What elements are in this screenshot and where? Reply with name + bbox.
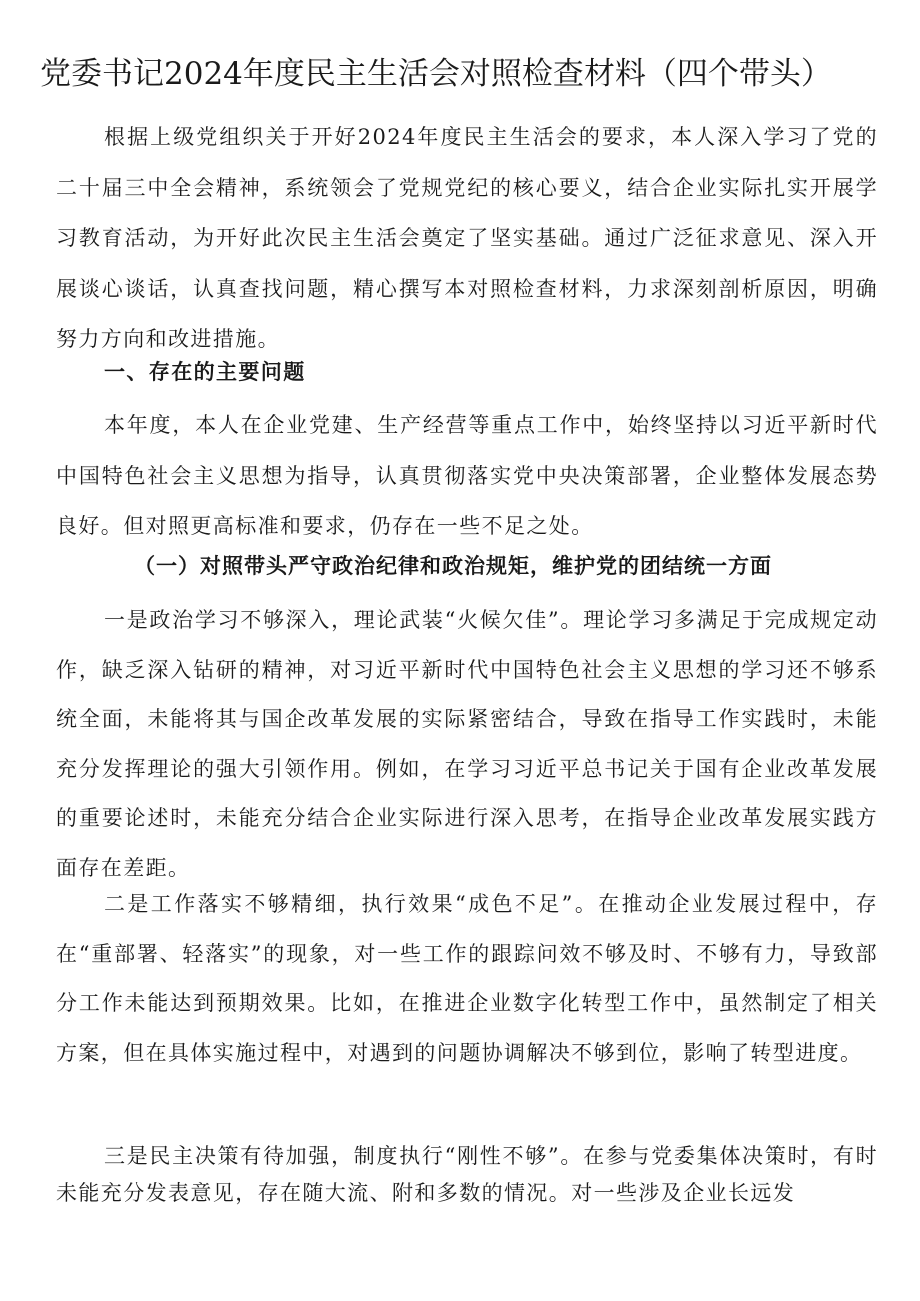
problem-point-1: 一是政治学习不够深入，理论武装“火候欠佳”。理论学习多满足于完成规定动作，缺乏深入钻研的精神，对习近平新时代中国特色社会主义思想的学习还不够系统全面，未能将其与国企改革发展的实际紧密结合，导致在指导工作实践时，未能充分发挥理论的强大引领作用。例如，在学习习近平总书记关于国有企业改革发展的重要论述时，未能充分结合企业实际进行深入思考，在指导企业改革发展实践方面存在差距。 [56, 608, 878, 880]
intro-paragraph: 根据上级党组织关于开好2024年度民主生活会的要求，本人深入学习了党的二十届三中全会精神，系统领会了党规党纪的核心要义，结合企业实际扎实开展学习教育活动，为开好此次民主生活会奠定了坚实基础。通过广泛征求意见、深入开展谈心谈话，认真查找问题，精心撰写本对照检查材料，力求深刻剖析原因，明确努力方向和改进措施。 [56, 125, 878, 351]
problem-point-2: 二是工作落实不够精细，执行效果“成色不足”。在推动企业发展过程中，存在“重部署、轻落实”的现象，对一些工作的跟踪问效不够及时、不够有力，导致部分工作未能达到预期效果。比如，在推进企业数字化转型工作中，虽然制定了相关方案，但在具体实施过程中，对遇到的问题协调解决不够到位，影响了转型进度。 [56, 892, 878, 1065]
document-title: 党委书记2024年度民主生活会对照检查材料（四个带头） [40, 56, 832, 92]
section-heading: 一、存在的主要问题 [104, 359, 306, 384]
subsection-heading: （一）对照带头严守政治纪律和政治规矩，维护党的团结统一方面 [134, 553, 772, 578]
problem-point-3: 三是民主决策有待加强，制度执行“刚性不够”。在参与党委集体决策时，有时未能充分发表意见，存在随大流、附和多数的情况。对一些涉及企业长远发 [56, 1144, 878, 1205]
section-intro-paragraph: 本年度，本人在企业党建、生产经营等重点工作中，始终坚持以习近平新时代中国特色社会主义思想为指导，认真贯彻落实党中央决策部署，企业整体发展态势良好。但对照更高标准和要求，仍存在一些不足之处。 [56, 413, 878, 538]
